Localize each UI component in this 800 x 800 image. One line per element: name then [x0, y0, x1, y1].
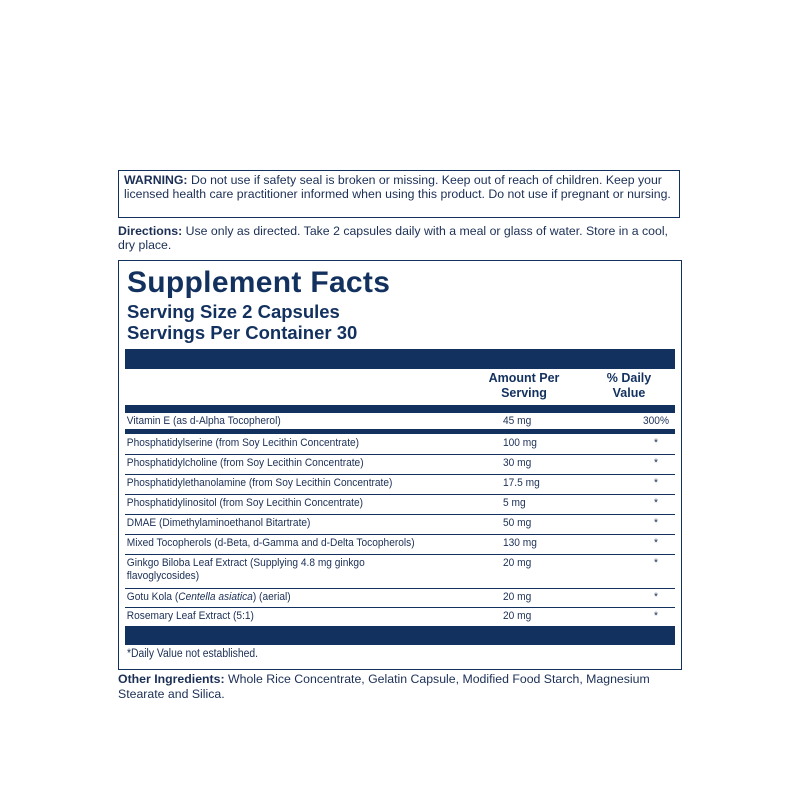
- ingredient-name: DMAE (Dimethylaminoethanol Bitartrate): [126, 517, 311, 529]
- ingredient-amount: 30 mg: [503, 457, 532, 469]
- column-header-daily-value: [589, 371, 669, 401]
- ingredient-name: Phosphatidylserine (from Soy Lecithin Concentrate): [126, 437, 360, 449]
- other-ingredients-text: Whole Rice Concentrate, Gelatin Capsule, Modified Food Starch, Magnesium Stearate and Silica.: [118, 672, 650, 701]
- ingredient-amount: 130 mg: [503, 537, 537, 549]
- ingredient-name-italic: Centella asiatica: [178, 591, 253, 603]
- ingredient-amount: 20 mg: [503, 610, 532, 622]
- ingredient-dv: *: [654, 557, 658, 569]
- row-separator: [125, 534, 675, 535]
- ingredient-dv: *: [654, 517, 658, 529]
- facts-title: Supplement Facts: [127, 266, 391, 299]
- ingredient-dv: *: [654, 457, 658, 469]
- ingredient-dv: *: [654, 437, 658, 449]
- ingredient-amount: 50 mg: [503, 517, 532, 529]
- header-bar: [125, 349, 675, 369]
- column-header-amount-line2: Serving: [501, 386, 547, 400]
- row-separator: [125, 474, 675, 475]
- row-separator: [125, 514, 675, 515]
- column-header-dv-line2: Value: [612, 386, 646, 400]
- ingredient-name: Phosphatidylinositol (from Soy Lecithin Concentrate): [126, 497, 364, 509]
- row-separator: [125, 607, 675, 608]
- column-header-amount: [479, 371, 569, 401]
- ingredient-dv: *: [654, 497, 658, 509]
- ingredient-name: Mixed Tocopherols (d-Beta, d-Gamma and d-Delta Tocopherols): [126, 537, 415, 549]
- footnote: *Daily Value not established.: [127, 648, 258, 660]
- ingredient-amount: 17.5 mg: [503, 477, 540, 489]
- supplement-facts-panel: [118, 260, 682, 670]
- ingredient-name-part1: Gotu Kola (: [126, 591, 179, 603]
- directions-label: Directions:: [118, 224, 183, 238]
- ingredient-dv: *: [654, 610, 658, 622]
- directions-text: [118, 224, 684, 252]
- servings-per-container: Servings Per Container 30: [127, 322, 358, 343]
- ingredient-name-line2: flavoglycosides): [126, 570, 200, 582]
- divider-bar: [125, 405, 675, 413]
- row-separator: [125, 454, 675, 455]
- other-ingredients: [118, 672, 688, 702]
- ingredient-amount: 100 mg: [503, 437, 537, 449]
- ingredient-name-line1: Ginkgo Biloba Leaf Extract (Supplying 4.8 mg ginkgo: [126, 557, 365, 569]
- serving-size: Serving Size 2 Capsules: [127, 301, 340, 322]
- ingredient-name: [127, 557, 469, 583]
- row-separator: [125, 588, 675, 589]
- ingredient-name: Phosphatidylcholine (from Soy Lecithin Concentrate): [126, 457, 364, 469]
- ingredient-amount: 5 mg: [503, 497, 526, 509]
- ingredient-amount: 45 mg: [503, 415, 532, 427]
- ingredient-dv: *: [654, 477, 658, 489]
- row-separator: [125, 494, 675, 495]
- ingredient-name: Phosphatidylethanolamine (from Soy Lecithin Concentrate): [126, 477, 393, 489]
- ingredient-name: [127, 591, 469, 604]
- footer-bar: [125, 626, 675, 645]
- other-ingredients-label: Other Ingredients:: [118, 672, 225, 686]
- warning-box: [118, 170, 680, 218]
- ingredient-name-part2: ) (aerial): [252, 591, 291, 603]
- warning-text: Do not use if safety seal is broken or missing. Keep out of reach of children. Keep your licensed health care practitioner informed when using this product. Do not use if pregnant or nursing.: [124, 173, 671, 201]
- column-header-amount-line1: Amount Per: [488, 371, 560, 385]
- ingredient-dv: 300%: [642, 415, 670, 427]
- row-separator: [125, 554, 675, 555]
- ingredient-dv: *: [654, 537, 658, 549]
- ingredient-name: Vitamin E (as d-Alpha Tocopherol): [126, 415, 281, 427]
- warning-label: WARNING:: [124, 173, 188, 187]
- ingredient-amount: 20 mg: [503, 557, 532, 569]
- divider-bar-thin: [125, 429, 675, 434]
- ingredient-dv: *: [654, 591, 658, 603]
- directions-body: Use only as directed. Take 2 capsules daily with a meal or glass of water. Store in a cool, dry place.: [118, 224, 668, 252]
- column-header-dv-line1: % Daily: [606, 371, 652, 385]
- ingredient-name: Rosemary Leaf Extract (5:1): [126, 610, 254, 622]
- ingredient-amount: 20 mg: [503, 591, 532, 603]
